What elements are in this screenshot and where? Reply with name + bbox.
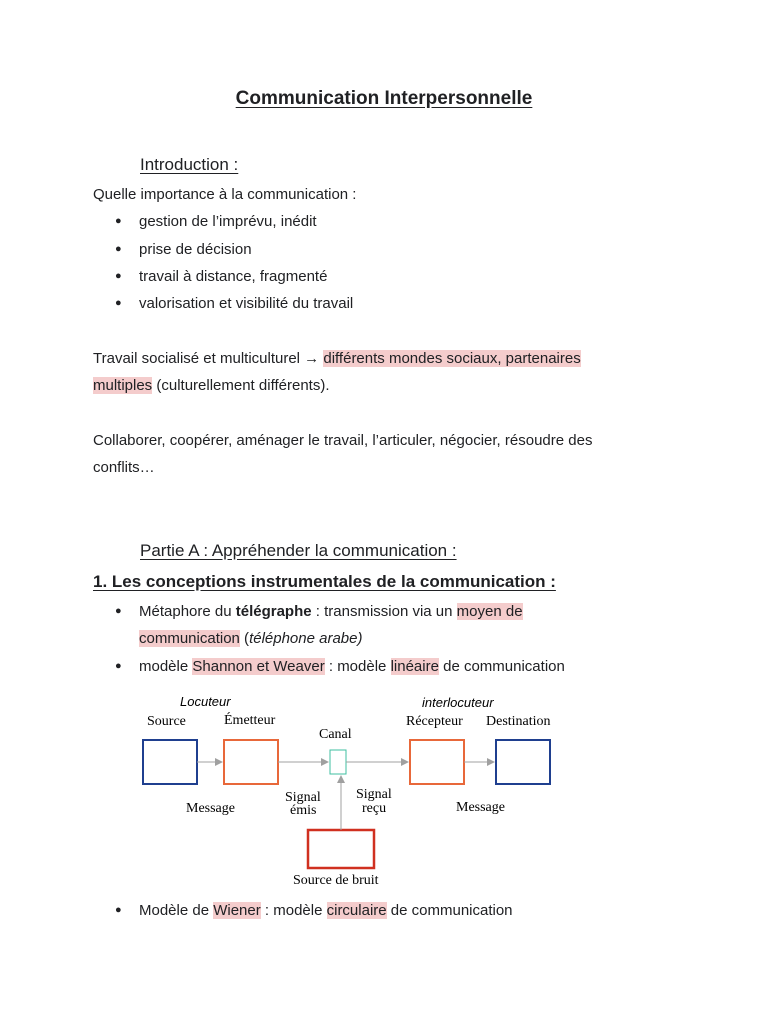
bold-term: télégraphe bbox=[235, 603, 312, 620]
bullet-icon: ● bbox=[115, 215, 122, 227]
highlight: circulaire bbox=[326, 902, 387, 919]
message-right-label: Message bbox=[456, 800, 505, 815]
recepteur-label: Récepteur bbox=[406, 714, 463, 729]
text: Modèle de bbox=[139, 902, 214, 919]
paragraph-socialise-line2 bbox=[93, 376, 330, 396]
paragraph-collaborer: Collaborer, coopérer, aménager le travail, l’articuler, négocier, résoudre des bbox=[93, 432, 593, 449]
bullet-icon: ● bbox=[115, 297, 122, 309]
signal-recu-label-2: reçu bbox=[362, 801, 387, 816]
destination-box bbox=[496, 740, 550, 784]
source-bruit-box bbox=[308, 830, 374, 868]
highlight: Shannon et Weaver bbox=[192, 658, 325, 675]
bullet-icon: ● bbox=[115, 605, 122, 617]
page-title: Communication Interpersonnelle bbox=[235, 88, 533, 109]
intro-heading: Introduction : bbox=[140, 155, 239, 174]
text: de communication bbox=[438, 658, 565, 675]
highlight: Wiener bbox=[213, 902, 261, 919]
message-left-label: Message bbox=[186, 801, 235, 816]
intro-question: Quelle importance à la communication : bbox=[93, 186, 357, 203]
list-item: valorisation et visibilité du travail bbox=[139, 295, 354, 312]
source-box bbox=[143, 740, 197, 784]
list-item: gestion de l’imprévu, inédit bbox=[139, 213, 317, 230]
text: de communication bbox=[386, 902, 513, 919]
canal-label: Canal bbox=[319, 727, 352, 742]
highlight: communication bbox=[139, 630, 240, 647]
text: : modèle bbox=[324, 658, 391, 675]
text: : transmission via un bbox=[311, 603, 457, 620]
list-item-shannon bbox=[139, 657, 565, 677]
paragraph-socialise bbox=[93, 349, 581, 369]
source-bruit-label: Source de bruit bbox=[293, 873, 379, 888]
list-item-wiener bbox=[139, 901, 513, 921]
interlocuteur-label: interlocuteur bbox=[422, 695, 494, 710]
bullet-icon: ● bbox=[115, 904, 122, 916]
partA-heading: Partie A : Appréhender la communication : bbox=[140, 541, 457, 560]
list-item-telegraphe bbox=[139, 602, 523, 622]
text: modèle bbox=[139, 658, 193, 675]
signal-emis-label-2: émis bbox=[290, 803, 317, 818]
highlight: multiples bbox=[93, 377, 153, 394]
highlight: différents mondes sociaux, partenaires bbox=[323, 350, 581, 367]
list-item: travail à distance, fragmenté bbox=[139, 268, 328, 285]
text: : modèle bbox=[260, 902, 327, 919]
destination-label: Destination bbox=[486, 714, 551, 729]
text: Métaphore du bbox=[139, 603, 236, 620]
para-text: (culturellement différents). bbox=[152, 377, 330, 394]
list-item-telegraphe-line2 bbox=[139, 629, 363, 649]
locuteur-label: Locuteur bbox=[180, 694, 231, 709]
emetteur-label: Émetteur bbox=[224, 713, 276, 728]
shannon-weaver-diagram bbox=[130, 688, 570, 893]
para-text: Travail socialisé et multiculturel → bbox=[93, 350, 324, 367]
italic-term: téléphone arabe) bbox=[249, 630, 363, 647]
signal-emis-label-1: Signal bbox=[285, 790, 321, 805]
canal-box bbox=[330, 750, 346, 774]
list-item: prise de décision bbox=[139, 241, 252, 258]
paragraph-collaborer-line2: conflits… bbox=[93, 459, 155, 476]
section1-heading: 1. Les conceptions instrumentales de la communication : bbox=[93, 572, 556, 591]
highlight: linéaire bbox=[390, 658, 439, 675]
emetteur-box bbox=[224, 740, 278, 784]
recepteur-box bbox=[410, 740, 464, 784]
bullet-icon: ● bbox=[115, 270, 122, 282]
bullet-icon: ● bbox=[115, 243, 122, 255]
source-label: Source bbox=[147, 714, 186, 729]
text: ( bbox=[239, 630, 250, 647]
signal-recu-label-1: Signal bbox=[356, 787, 392, 802]
bullet-icon: ● bbox=[115, 660, 122, 672]
highlight: moyen de bbox=[456, 603, 523, 620]
